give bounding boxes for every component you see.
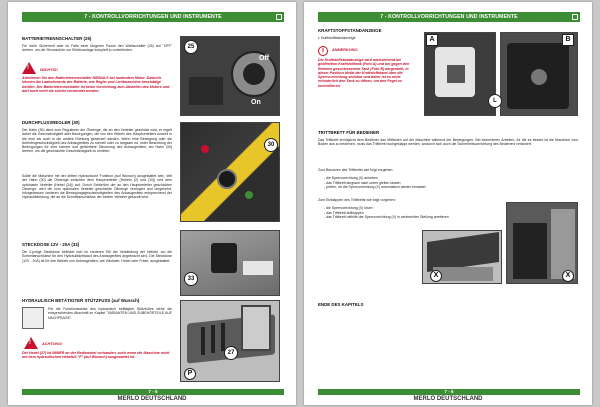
stabilizer-text: Für die Funktionsweise des hydraulisch betätigten Stützfußes siehe die entsprechenden Abschnitt im Kapitel "VARIANTEN UND ZUBEHÖRTEILE AUF NACHFRAGE". [48,307,172,320]
flow-regulator-title: DURCHFLUSSREGLER (30) [22,120,80,125]
callout-30: 30 [264,138,278,152]
stabilizer-title: HYDRAULISCH BETÄTIGTER STÜTZFUSS (auf Wunsch) [22,298,140,303]
list-item: - das Trittbrett mithilfe der Sperrvorrichtung (X) in senkrechter Stellung arretieren [324,215,474,220]
lever-1 [201,327,205,355]
tank-gauge [447,65,465,83]
panel-shape [189,77,223,105]
tank-window [531,69,547,85]
machine-side [551,209,575,279]
battery-switch-title: BATTERIETRENNSCHALTER (25) [22,36,92,41]
fuel-note-text: Die Kraftstoffstandanzeige wird nachstehend bei geöffnetem Kraftstofftank (Foto A) und bei gegen den Rahmen geschlossenem Tank (Foto B) dargestellt, in dieser Position bleibt der Kraftstoffstand über die Sperrvorrichtung sichtbar und daher ist es nicht erforderlich den Tank zu öffnen, um den Pegel zu kontrollieren. [318,58,410,88]
right-page [304,2,592,405]
page-header-title: 7 - KONTROLLVORRICHTUNGEN UND INSTRUMENTE [380,14,518,20]
regulator-knob [217,169,237,189]
list-item: - prüfen, ob die Sperrvorrichtung (X) automatisch wieder einrastet [324,185,474,190]
book-icon [276,14,282,20]
stabilizer-warning-title: ACHTUNG! [42,342,63,346]
page-footer-number: 7 - 5 [22,389,284,395]
warning-icon [22,62,36,74]
socket-text: Die 2-polige Steckdose befindet sich im vorderen Teil der Verkleidung der Hebeln, wo die Schnellanschlüsse für den Hydraulikkreislauf des Anbaugerätes angebracht sind. Die Steckdose (12V - 20A) ist für den Betrieb von Anbaugeräten, wie Häcksler, Hobel oder Fräse, ausgestattet. [22,250,172,263]
book-reference-icon [22,307,44,329]
list-item: - die Sperrvorrichtung (X) lösen [324,206,474,211]
minus-indicator [201,145,209,153]
tag-a: A [426,34,438,46]
note-icon: i [318,46,328,56]
callout-27: 27 [224,346,238,360]
flow-regulator-text-2: Sollte die Maschine mit der dritten hydraulische Funktion (auf Wunsch) ausgestattet sein, teilt der Hahn (30) die Ölmenge zwischen dem Hauptverteiler (Hebeln (2) und (10)) und dem optionalen Verteiler (Hebel (24)) auf. Durch Schließen der an den Hauptverteiler geschickten Ölmenge, wird die zum optionalen Verteiler geschickte Ölmenge verringert und umgekehrt. Infolgedessen variieren die Bewegungsgeschwindigkeiten des Anbaugerätes entsprechend der Hydraulikleistung, die an die Schnellanschlüsse der beiden Verteiler gesandt wird. [22,174,172,200]
step-frame [433,267,493,281]
list-item: - das Trittbrett langsam nach unten gleiten lassen [324,181,474,186]
raised-step [513,223,547,279]
book-icon [572,14,578,20]
step-lower-list [324,176,474,190]
lever-2 [211,325,215,353]
callout-25: 25 [184,40,198,54]
on-label: On [251,99,261,106]
left-page [8,2,296,405]
step-raise-intro: Zum Einklappen des Trittbretts wie folgt vorgehen: [318,198,396,202]
footer-brand: MERLO DEUTSCHLAND [117,396,187,402]
switch-center [243,63,265,85]
fuel-note-title: ANMERKUNG: [332,48,359,52]
socket-body [211,243,237,273]
step-title: TRITTBRETT FÜR BEDIENER [318,130,380,135]
page-header [318,12,580,22]
step-lower-intro: Zum Benutzen des Trittbretts wie folgt vorgehen: [318,168,394,172]
step-raise-list [324,206,474,220]
brand-plate [243,261,273,275]
page-footer-number: 7 - 6 [318,389,580,395]
page-header [22,12,284,22]
label-l: L [488,94,502,108]
list-item: - das Trittbrett aufklappen [324,211,474,216]
off-label: Off [259,55,270,62]
flow-regulator-text: Der Hahn (30) dient zum Regulieren der Ölmenge, die an den Verteiler geschickt wird, er regelt daher die Geschwindigkeit aller Bewegungen, die von den Hebeln des Hauptverteilers sowohl in die eine als auch in die andere Richtung gesteuert werden. Wenn eine Bewegung oder die Antriebsgeschwindigkeit des Anbaugerätes zu schnell oder zu langsam ist, unter Beachtung der Bedingungen für eine sichere und gefahrfreie Steuerung des Anbaugerätes, am Hahn (30) drehen, um die gewünschte Geschwindigkeit zu erzielen. [22,128,172,154]
lock-x-marker-2: X [562,270,574,282]
stabilizer-warning-text: Der Hebel (27) ist IMMER an der Bedienebel vorhanden, auch wenn die Maschine nicht mit dem hydraulischen Hebefuß "F" (auf Wunsch) ausgestattet ist. [22,351,170,360]
flow-regulator-photo [180,122,280,222]
socket-photo [180,230,280,296]
attention-icon [24,337,38,349]
chapter-end: ENDE DES KAPITELS [318,302,364,307]
lock-x-marker: X [430,270,442,282]
fuel-gauge-title: KRAFTSTOFFSTANDANZEIGE [318,28,382,33]
plus-indicator [245,191,253,199]
fuel-gauge-item: L Kraftstoffstandanzeige [318,36,356,40]
detail-frame [241,305,271,351]
callout-33: 33 [184,272,198,286]
list-item: - die Sperrvorrichtung (X) anheben [324,176,474,181]
battery-warning-title: WICHTIG! [40,68,58,72]
tag-b: B [562,34,574,46]
footer-brand: MERLO DEUTSCHLAND [413,396,483,402]
step-text: Das Trittbrett ermöglicht dem Bediener das Mitfahren auf der Maschine während der Bewegungen. Bei besonderen Arbeiten, für die es besser ist die Maschine vom Boden aus zu bedienen, muss das Trittbrett hochgeklappt werden, wodurch sich auch die Sicherheitsvorrichtung des Bedieners verändert. [318,138,578,147]
socket-title: STECKDOSE 12V - 20A (33) [22,242,80,247]
battery-warning-text: Abnehmen Sie den Batterietrennschalter NIEMALS bei laufendem Motor. Dadurch können die Ladeelemente der Batterie, wie Regler und Lichtmaschine beschädigt werden. Der Batterietrennschalter ist keine Vorrichtung zum Abstellen des Motors und darf auch nicht als solche verwendet werden. [22,76,170,93]
tag-p: P [184,368,196,380]
page-header-title: 7 - KONTROLLVORRICHTUNGEN UND INSTRUMENTE [84,14,222,20]
lever-3 [221,323,225,351]
battery-switch-text: Für mehr Sicherheit oder im Falle einer längeren Pause den Wahlschalter (25) auf "OFF" drehen, um die Stromzufuhr zur Elektroanlage komplett zu unterbinden. [22,44,172,53]
